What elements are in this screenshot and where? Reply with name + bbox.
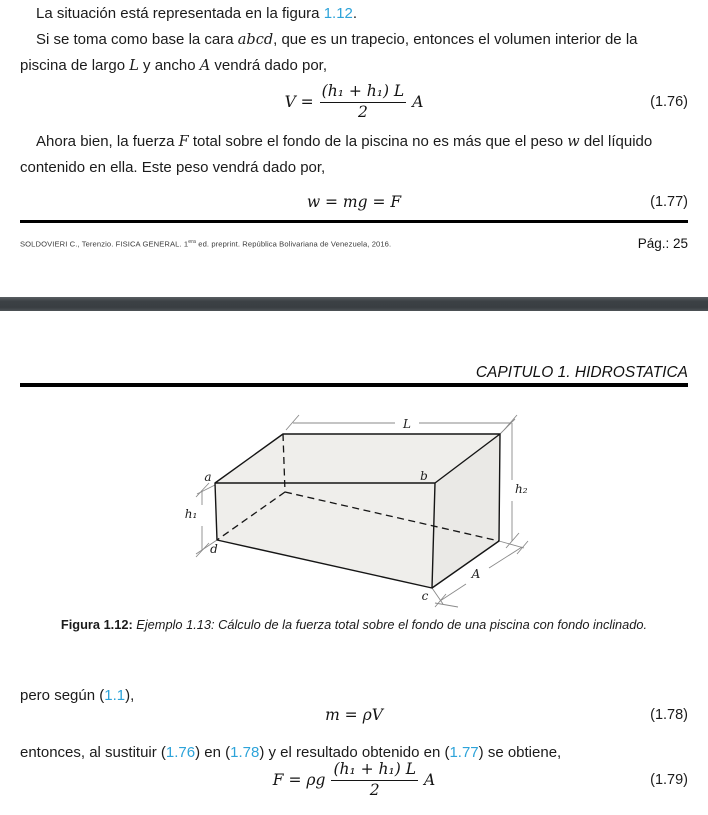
paragraph-text: vendrá dado por, bbox=[210, 57, 327, 74]
equation-rhs: A bbox=[412, 93, 424, 111]
paragraph-text: entonces, al sustituir ( bbox=[20, 744, 166, 761]
paragraph-text: Ahora bien, la fuerza bbox=[36, 133, 179, 150]
paragraph-text: y ancho bbox=[138, 57, 200, 74]
math-inline-F: F bbox=[178, 134, 189, 150]
dimension-label-h1: h₁ bbox=[184, 507, 198, 521]
equation-rhs: A bbox=[424, 771, 436, 789]
equation-lhs: V = bbox=[284, 93, 314, 111]
front-face-trapezoid bbox=[215, 483, 435, 588]
pool-3d-drawing bbox=[170, 400, 530, 615]
pool-figure bbox=[170, 400, 530, 615]
paragraph-text: , que es un trapecio, entonces el volumen interior de la piscina de largo bbox=[20, 31, 638, 74]
equation-1-79 bbox=[0, 758, 708, 802]
paragraph-text: del líquido contenido en ella. Este peso vendrá dado por, bbox=[20, 133, 653, 176]
paragraph-text: ), bbox=[125, 687, 135, 704]
fraction-denominator: 2 bbox=[369, 780, 380, 799]
vertex-label-a: a bbox=[204, 470, 212, 484]
citation-superscript: era bbox=[188, 239, 197, 245]
equation-1-78 bbox=[0, 706, 708, 724]
dimension-label-L: L bbox=[403, 417, 411, 431]
dimension-label-A: A bbox=[471, 567, 481, 581]
fraction-numerator: (h₁ + h₁) L bbox=[320, 83, 407, 103]
page-number: Pág.: 25 bbox=[637, 236, 688, 251]
footer-rule bbox=[20, 220, 688, 223]
equation-1-77 bbox=[0, 193, 708, 211]
fraction bbox=[331, 761, 418, 800]
equation-number: (1.79) bbox=[650, 772, 688, 788]
citation-text: ed. preprint. República Bolivariana de Venezuela, 2016. bbox=[196, 239, 392, 249]
figure-caption bbox=[20, 617, 688, 633]
equation-reference-link[interactable]: 1.77 bbox=[449, 744, 479, 761]
header-rule bbox=[20, 383, 688, 387]
paragraph-base-cara bbox=[20, 27, 688, 79]
paragraph-text: ) se obtiene, bbox=[478, 744, 562, 761]
fraction-denominator: 2 bbox=[358, 102, 368, 121]
vertex-label-d: d bbox=[210, 542, 218, 556]
math-inline-abcd: abcd bbox=[237, 32, 274, 48]
paragraph-text: . bbox=[352, 5, 358, 22]
page-separator-band bbox=[0, 297, 708, 311]
equation-reference-link[interactable]: 1.76 bbox=[165, 744, 196, 761]
citation-text: SOLDOVIERI C., Terenzio. FISICA GENERAL. 1 bbox=[20, 239, 189, 249]
vertex-label-b: b bbox=[420, 469, 428, 483]
paragraph-text: Si se toma como base la cara bbox=[36, 31, 238, 48]
equation-lhs: F = ρg bbox=[272, 771, 326, 789]
paragraph-text: total sobre el fondo de la piscina no es más que el peso bbox=[188, 133, 568, 150]
math-inline-A: A bbox=[199, 58, 211, 74]
paragraph-text: ) en ( bbox=[195, 744, 231, 761]
chapter-header: CAPITULO 1. HIDROSTATICA bbox=[475, 364, 688, 381]
figure-caption-number: Figura 1.12: bbox=[60, 617, 133, 632]
equation-expression: w = mg = F bbox=[306, 193, 402, 211]
equation-number: (1.76) bbox=[650, 94, 688, 110]
vertex-label-c: c bbox=[421, 589, 429, 603]
fraction-numerator: (h₁ + h₁) L bbox=[331, 761, 418, 781]
equation-reference-link[interactable]: 1.78 bbox=[230, 744, 260, 761]
figure-reference-link[interactable]: 1.12 bbox=[323, 5, 353, 22]
equation-number: (1.77) bbox=[650, 194, 688, 210]
fraction bbox=[320, 83, 407, 122]
paragraph-situacion bbox=[20, 1, 688, 27]
dimension-label-h2: h₂ bbox=[515, 482, 528, 496]
equation-expression: m = ρV bbox=[325, 706, 383, 724]
equation-number: (1.78) bbox=[650, 707, 688, 723]
paragraph-text: La situación está representada en la figura bbox=[36, 5, 324, 22]
math-inline-w: w bbox=[567, 134, 580, 150]
footer-citation bbox=[20, 239, 391, 249]
math-inline-L: L bbox=[129, 58, 139, 74]
paragraph-text: pero según ( bbox=[20, 687, 105, 704]
equation-reference-link[interactable]: 1.1 bbox=[104, 687, 126, 704]
paragraph-fuerza bbox=[20, 129, 688, 181]
figure-caption-text: Ejemplo 1.13: Cálculo de la fuerza total sobre el fondo de una piscina con fondo inclinado. bbox=[132, 617, 648, 632]
paragraph-text: ) y el resultado obtenido en ( bbox=[259, 744, 450, 761]
equation-1-76 bbox=[0, 82, 708, 122]
